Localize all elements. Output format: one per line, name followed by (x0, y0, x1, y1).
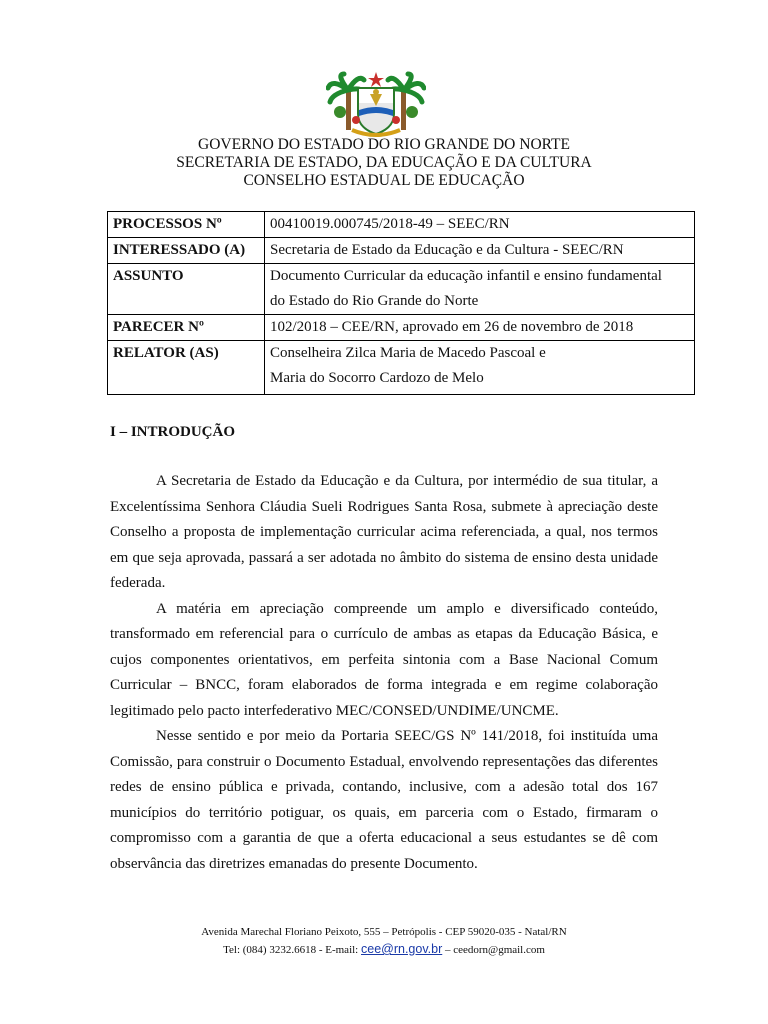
footer-address: Avenida Marechal Floriano Peixoto, 555 – Petrópolis - CEP 59020-035 - Natal/RN (201, 926, 567, 938)
table-value (265, 212, 695, 238)
table-row (108, 341, 695, 395)
document-header (0, 136, 768, 190)
table-value (265, 238, 695, 264)
document-body (110, 469, 658, 877)
state-coat-of-arms-icon (326, 70, 426, 140)
email-link[interactable]: cee@rn.gov.br (361, 942, 443, 956)
header-council: CONSELHO ESTADUAL DE EDUCAÇÃO (243, 172, 525, 189)
table-label: ASSUNTO (108, 264, 265, 315)
header-secretariat: SECRETARIA DE ESTADO, DA EDUCAÇÃO E DA CULTURA (176, 154, 592, 171)
paragraph: A Secretaria de Estado da Educação e da Cultura, por intermédio de sua titular, a Excelentíssima Senhora Cláudia Sueli Rodrigues Santa Rosa, submete à apreciação deste Conselho a proposta de implementação curricular acima referenciada, a qual, nos termos em que seja aprovada, passará a ser adotada no âmbito do sistema de ensino desta unidade federada. (110, 473, 658, 591)
paragraph: Nesse sentido e por meio da Portaria SEEC/GS Nº 141/2018, foi instituída uma Comissão, para construir o Documento Estadual, envolvendo representações das diferentes redes de ensino pública e privada, contando, inclusive, com a adesão total dos 167 municípios do território potiguar, os quais, em parceria com o Estado, firmaram o compromisso com a garantia de que a oferta educacional a seus estudantes se dê com observância das diretrizes emanadas do presente Documento. (110, 728, 658, 872)
value-line: 00410019.000745/2018-49 – SEEC/RN (270, 216, 510, 232)
value-line: Conselheira Zilca Maria de Macedo Pascoal e (270, 345, 546, 361)
table-label: RELATOR (AS) (108, 341, 265, 395)
value-line: Secretaria de Estado da Educação e da Cultura - SEEC/RN (270, 242, 624, 258)
section-title: I – INTRODUÇÃO (110, 424, 236, 440)
footer-separator: – (442, 944, 454, 956)
table-row (108, 315, 695, 341)
process-info-table (107, 211, 695, 395)
header-government: GOVERNO DO ESTADO DO RIO GRANDE DO NORTE (198, 136, 570, 153)
table-value (265, 315, 695, 341)
table-row (108, 264, 695, 315)
value-line: do Estado do Rio Grande do Norte (270, 293, 479, 309)
table-value (265, 264, 695, 315)
secondary-email: ceedorn@gmail.com (453, 944, 545, 956)
document-footer (0, 924, 768, 959)
paragraph: A matéria em apreciação compreende um amplo e diversificado conteúdo, transformado em referencial para o currículo de ambas as etapas da Educação Básica, e cujos componentes orientativos, em perfeita sintonia com a Base Nacional Comum Curricular – BNCC, foram elaborados de forma integrada e em regime colaboração legitimado pelo pacto interfederativo MEC/CONSED/UNDIME/UNCME. (110, 600, 658, 719)
footer-contact (0, 941, 768, 959)
footer-phone: Tel: (084) 3232.6618 - E-mail: (223, 944, 361, 956)
table-row (108, 212, 695, 238)
value-line: 102/2018 – CEE/RN, aprovado em 26 de novembro de 2018 (270, 319, 634, 335)
table-label: PROCESSOS Nº (108, 212, 265, 238)
value-line: Maria do Socorro Cardozo de Melo (270, 370, 484, 386)
value-line: Documento Curricular da educação infantil e ensino fundamental (270, 268, 662, 284)
table-label: INTERESSADO (A) (108, 238, 265, 264)
table-label: PARECER Nº (108, 315, 265, 341)
table-value (265, 341, 695, 395)
table-row (108, 238, 695, 264)
